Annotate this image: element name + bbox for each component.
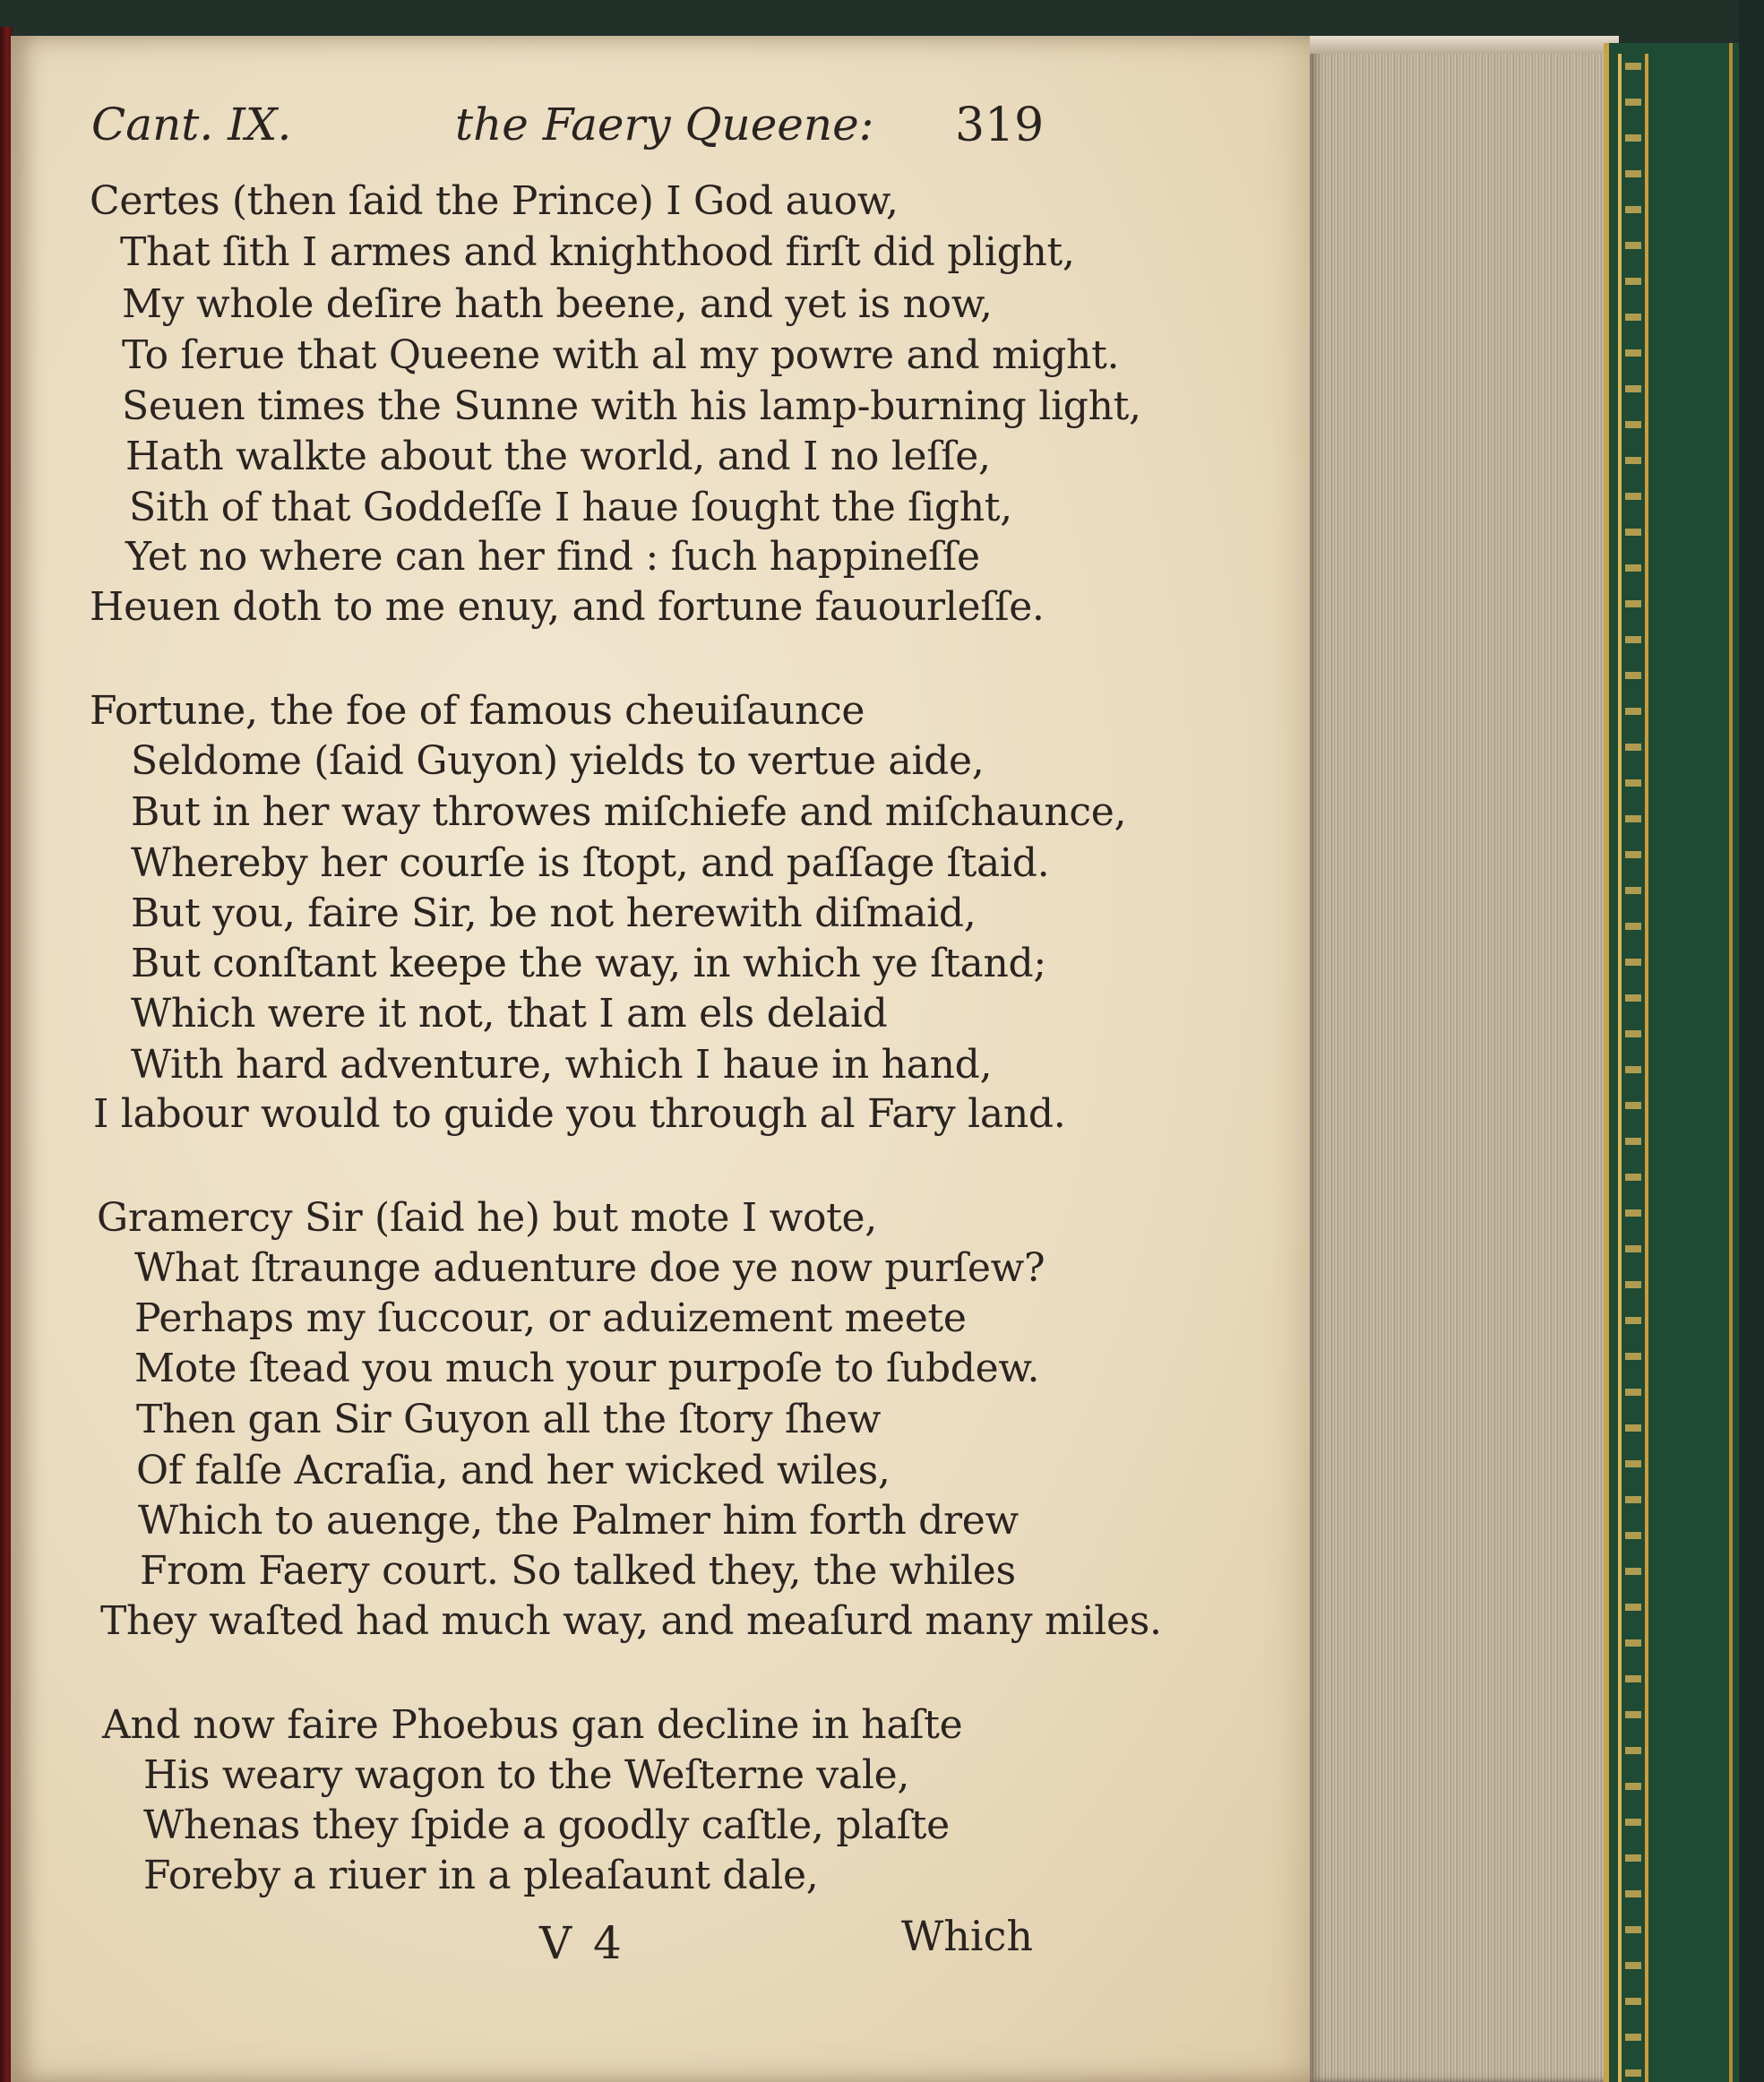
verse-line: That ſith I armes and knighthood firſt did plight, [120, 229, 1075, 275]
verse-line: Certes (then ſaid the Prince) I God auow, [90, 178, 899, 224]
page-number: 319 [955, 99, 1045, 152]
verse-line: Sith of that Goddeſſe I haue ſought the ſight, [129, 485, 1012, 530]
gilt-rule [1645, 54, 1648, 2082]
catchword: Which [901, 1912, 1034, 1960]
verse-line: What ſtraunge aduenture doe ye now purſew? [134, 1245, 1045, 1291]
running-head-canto: Cant. IX. [91, 99, 292, 151]
verse-line: Gramercy Sir (ſaid he) but mote I wote, [97, 1195, 877, 1241]
verse-line: From Faery court. So talked they, the whiles [140, 1548, 1016, 1594]
running-head-title: the Faery Queene: [455, 99, 874, 151]
verse-line: And now faire Phoebus gan decline in haſte [102, 1702, 963, 1748]
verse-line: But conſtant keepe the way, in which ye ſtand; [131, 941, 1046, 986]
verse-line: Foreby a riuer in a pleaſaunt dale, [143, 1853, 819, 1898]
verse-line: Hath walkte about the world, and I no leſſe, [125, 434, 991, 479]
gilt-ornament [1625, 63, 1641, 2078]
page-block-top [1310, 36, 1619, 54]
verse-line: His weary wagon to the Weſterne vale, [143, 1752, 910, 1798]
verse-line: Perhaps my ſuccour, or aduizement meete [134, 1295, 967, 1341]
verse-line: I labour would to guide you through al Fary land. [93, 1091, 1066, 1137]
verse-line: Mote ſtead you much your purpoſe to ſubdew. [134, 1346, 1040, 1391]
verse-line: Which were it not, that I am els delaid [131, 991, 888, 1037]
verse-line: But in her way throwes miſchiefe and miſchaunce, [131, 789, 1127, 835]
verse-line: To ſerue that Queene with al my powre and might. [122, 332, 1120, 378]
verse-line: My whole deſire hath beene, and yet is now, [122, 281, 993, 327]
verse-line: Whenas they ſpide a goodly caſtle, plaſte [143, 1802, 950, 1848]
verse-line: Heuen doth to me enuy, and fortune fauourleſſe. [90, 584, 1045, 630]
verse-line: Fortune, the foe of famous cheuiſaunce [90, 688, 865, 734]
verse-line: Seldome (ſaid Guyon) yields to vertue aide, [131, 738, 985, 784]
verse-line: Seuen times the Sunne with his lamp-burning light, [122, 383, 1141, 429]
verse-line: Then gan Sir Guyon all the ſtory ſhew [136, 1397, 882, 1442]
verse-line: But you, faire Sir, be not herewith diſmaid, [131, 890, 977, 936]
verse-line: Yet no where can her find : ſuch happineſſe [125, 534, 980, 580]
verse-line: Of falſe Acraſia, and her wicked wiles, [136, 1448, 891, 1493]
verse-line: Whereby her courſe is ſtopt, and paſſage ſtaid. [131, 840, 1050, 886]
gilt-rule [1618, 54, 1622, 2082]
verse-line: With hard adventure, which I haue in hand, [131, 1042, 993, 1088]
page-block-edge [1310, 36, 1619, 2082]
verse-line: They waſted had much way, and meaſurd many miles. [100, 1598, 1162, 1644]
gilt-rule [1729, 43, 1733, 2082]
verse-line: Which to auenge, the Palmer him forth drew [138, 1498, 1019, 1544]
background-right [1739, 0, 1764, 2082]
signature-mark: V 4 [539, 1917, 625, 1969]
